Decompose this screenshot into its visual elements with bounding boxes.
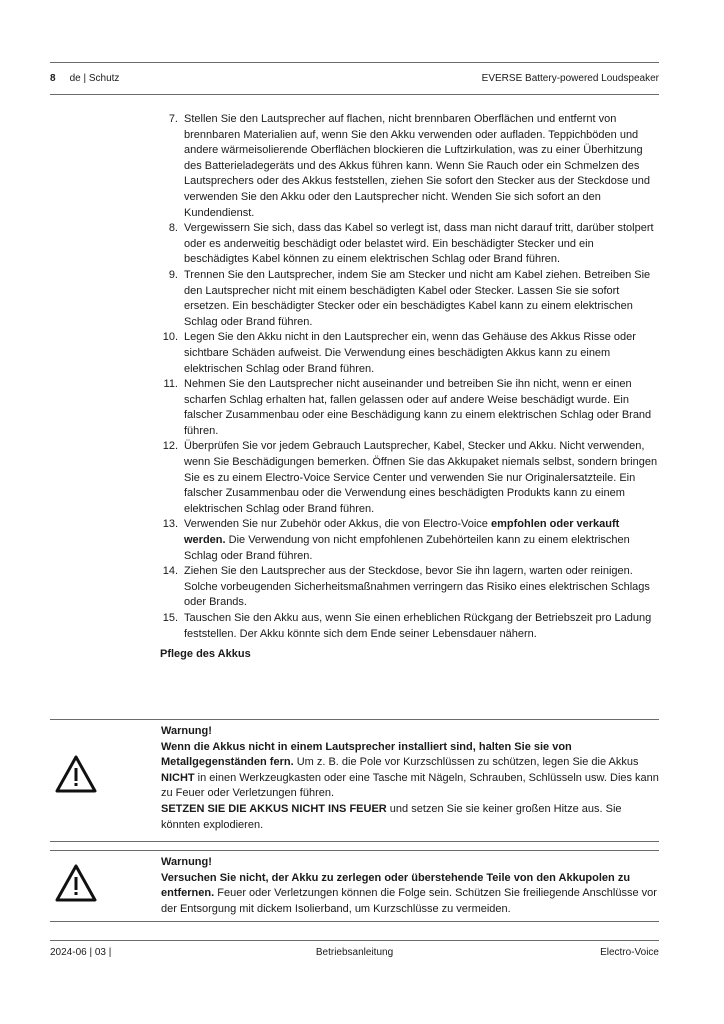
item-bold-text: empfohlen oder verkauft werden. bbox=[184, 518, 620, 547]
item-number: 10. bbox=[162, 331, 178, 344]
list-item bbox=[160, 330, 660, 377]
warning-triangle-icon bbox=[54, 754, 98, 794]
warning-text bbox=[161, 855, 661, 917]
warning-text-part: und setzen Sie sie keiner großen Hitze aus. Sie könnten explodieren. bbox=[161, 802, 622, 831]
item-text: Überprüfen Sie vor jedem Gebrauch Lautsprecher, Kabel, Stecker und Akku. Nicht verwenden, wenn Sie Beschädigungen bemerken. Öffnen Sie das Akkupaket niemals selbst, sondern bringen Sie es zu einem Electro-Voice Service Center und verwenden Sie nur Originalersatzteile. Ein falscher Zusammenbau oder die Verwendung eines beschädigten Produkts kann zu einem elektrischen Schlag oder Brand führen. bbox=[184, 440, 658, 515]
list-item bbox=[160, 268, 660, 330]
item-text: Ziehen Sie den Lautsprecher aus der Steckdose, bevor Sie ihn lagern, warten oder reinigen. Solche vorbeugenden Sicherheitsmaßnahmen verringern das Risiko eines elektrischen Schlags oder Brands. bbox=[184, 565, 650, 609]
warning-triangle-icon bbox=[54, 863, 98, 903]
section-label: de | Schutz bbox=[69, 73, 120, 84]
warning-text-part: Um z. B. die Pole vor Kurzschlüssen zu schützen, legen Sie die Akkus bbox=[293, 756, 639, 769]
warning-text-part: Feuer oder Verletzungen können die Folge sein. Schützen Sie freiliegende Anschlüsse vor der Entsorgung mit dickem Isolierband, um Kurzschlüsse zu vermeiden. bbox=[161, 887, 657, 915]
warning-bold-lead: Versuchen Sie nicht, der Akku zu zerlegen oder überstehende Teile von den Akkupolen zu entfernen. bbox=[161, 871, 631, 900]
item-number: 15. bbox=[162, 612, 178, 624]
footer-brand: Electro-Voice bbox=[600, 947, 659, 958]
main-content bbox=[160, 112, 660, 663]
warning-body bbox=[161, 871, 661, 918]
warning-top-rule bbox=[50, 850, 659, 851]
list-item bbox=[160, 564, 660, 611]
item-number: 8. bbox=[168, 222, 178, 235]
warning-text-part: in einen Werkzeugkasten oder eine Tasche mit Nägeln, Schrauben, Schlüsseln usw. Dies kann zu Feuer oder Verletzungen führen. bbox=[161, 771, 659, 800]
item-text: Stellen Sie den Lautsprecher auf flachen, nicht brennbaren Oberflächen und entfernt von brennbaren Materialien auf, wenn Sie den Akku verwenden oder aufladen. Teppichböden und andere wärmeisolierende Oberflächen blockieren die Luftzirkulation, was zu einer Überhitzung des Batterieladegeräts und des Akkus führen kann. Wenn Sie Rauch oder ein Schmelzen des Lautsprechers oder des Akkus feststellen, ziehen Sie sofort den Stecker aus der Steckdose und verwenden Sie den Akku oder den Lautsprecher nicht. Wenden Sie sich sofort an den Kundendienst. bbox=[184, 113, 650, 219]
page-footer bbox=[50, 946, 659, 960]
list-item bbox=[160, 377, 660, 439]
item-text: Vergewissern Sie sich, dass das Kabel so verlegt ist, dass man nicht darauf tritt, darüber stolpert oder es anderweitig beschädigt oder belastet wird. Ein beschädigter Stecker und ein beschädigtes Kabel können zu einem elektrischen Schlag oder Brand führen. bbox=[184, 222, 654, 266]
warning-bottom-rule bbox=[50, 841, 659, 842]
page-header bbox=[50, 72, 659, 86]
list-item bbox=[160, 439, 660, 517]
footer-rule bbox=[50, 940, 659, 941]
list-item bbox=[160, 221, 660, 268]
warning-bold-lead: Wenn die Akkus nicht in einem Lautsprecher installiert sind, halten Sie sie von Metallgegenständen fern. bbox=[161, 740, 572, 769]
header-bottom-rule bbox=[50, 94, 659, 95]
warning-title: Warnung! bbox=[161, 725, 212, 737]
warning-bold-caps: SETZEN SIE DIE AKKUS NICHT INS FEUER bbox=[161, 802, 387, 815]
item-text: Verwenden Sie nur Zubehör oder Akkus, die von Electro-Voice bbox=[184, 518, 491, 531]
item-text: Legen Sie den Akku nicht in den Lautsprecher ein, wenn das Gehäuse des Akkus Risse oder sichtbare Schäden aufweist. Die Verwendung eines beschädigten Akkus kann zu einem elektrischen Schlag oder Brand führen. bbox=[184, 331, 636, 375]
page-number: 8 bbox=[50, 73, 56, 84]
list-item bbox=[160, 611, 660, 642]
item-number: 13. bbox=[162, 518, 178, 531]
warning-bottom-rule bbox=[50, 921, 659, 922]
section-heading: Pflege des Akkus bbox=[160, 648, 251, 661]
list-item bbox=[160, 517, 660, 564]
warning-title: Warnung! bbox=[161, 856, 212, 868]
warning-body bbox=[161, 740, 661, 802]
item-number: 14. bbox=[162, 565, 178, 578]
list-item bbox=[160, 112, 660, 221]
item-text: Die Verwendung von nicht empfohlenen Zubehörteilen kann zu einem elektrischen Schlag oder Brand führen. bbox=[184, 534, 630, 562]
item-number: 12. bbox=[162, 440, 178, 453]
warning-text bbox=[161, 724, 661, 833]
warning-body-2 bbox=[161, 802, 661, 833]
warning-emphasis: NICHT bbox=[161, 771, 195, 784]
header-top-rule bbox=[50, 62, 659, 63]
product-title: EVERSE Battery-powered Loudspeaker bbox=[481, 73, 659, 84]
safety-list bbox=[160, 112, 660, 642]
item-number: 9. bbox=[168, 268, 178, 281]
item-text: Trennen Sie den Lautsprecher, indem Sie am Stecker und nicht am Kabel ziehen. Betreiben Sie den Lautsprecher nicht mit einem beschädigten Kabel oder Stecker. Lassen Sie sie sofort ersetzen. Ein beschädigter Stecker oder ein beschädigtes Kabel kann zu einem elektrischen Schlag oder Brand führen. bbox=[184, 268, 651, 328]
warning-top-rule bbox=[50, 719, 659, 720]
item-number: 7. bbox=[168, 113, 178, 125]
item-number: 11. bbox=[163, 378, 178, 391]
footer-date: 2024-06 | 03 | bbox=[50, 947, 112, 958]
item-text: Nehmen Sie den Lautsprecher nicht auseinander und betreiben Sie ihn nicht, wenn er einen scharfen Schlag erhalten hat, fallen gelassen oder auf andere Weise beschädigt wurde. Ein falscher Zusammenbau oder eine Beschädigung kann zu einem elektrischen Schlag oder Brand führen. bbox=[184, 378, 652, 437]
footer-doc-type: Betriebsanleitung bbox=[315, 947, 394, 958]
item-text: Tauschen Sie den Akku aus, wenn Sie einen erheblichen Rückgang der Betriebszeit pro Ladung feststellen. Der Akku könnte sich dem Ende seiner Lebensdauer nähern. bbox=[184, 612, 652, 640]
